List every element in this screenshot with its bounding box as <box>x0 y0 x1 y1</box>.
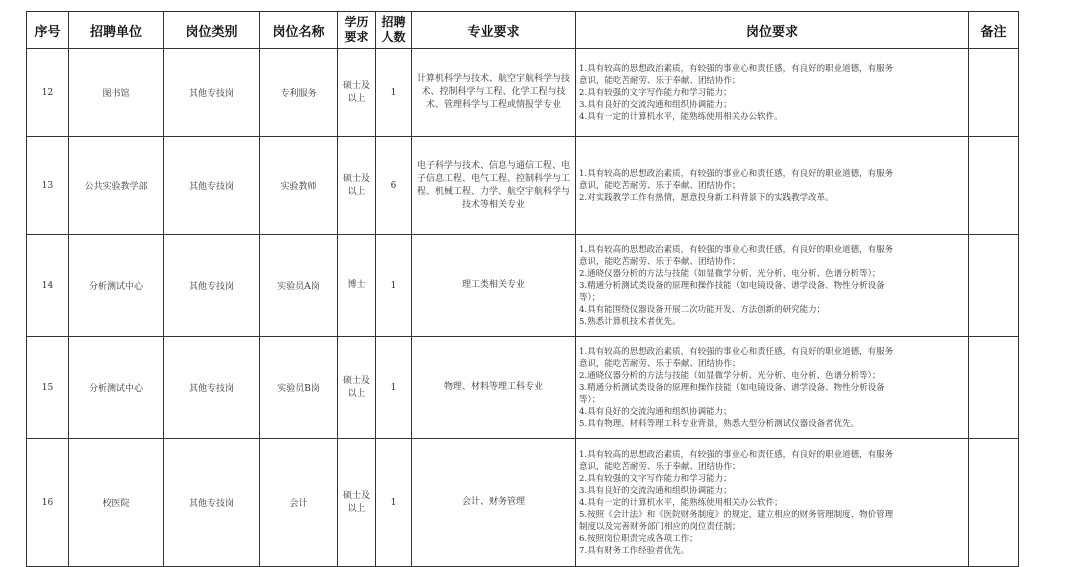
cell-seq: 14 <box>27 235 69 337</box>
cell-seq: 16 <box>27 439 69 567</box>
cell-major <box>412 137 576 235</box>
table-header-row <box>27 12 1019 49</box>
header-count <box>376 12 412 49</box>
requirement-line: 3.具有良好的交流沟通和组织协调能力； <box>579 99 732 110</box>
cell-education-line2: 以上 <box>347 93 366 104</box>
requirement-line: 1.具有较高的思想政治素质，有较强的事业心和责任感，有良好的职业道德，有服务 <box>579 449 894 460</box>
cell-seq: 13 <box>27 137 69 235</box>
job-requirements-table <box>26 11 1019 567</box>
requirement-line: 2.具有较强的文字写作能力和学习能力； <box>579 473 732 484</box>
header-count-line1: 招聘 <box>381 15 406 29</box>
header-requirements: 岗位要求 <box>576 12 969 49</box>
cell-education-line2: 以上 <box>347 503 366 514</box>
cell-major-text: 物理、材料等理工科专业 <box>443 382 543 392</box>
header-category: 岗位类别 <box>164 12 260 49</box>
cell-count: 1 <box>376 439 412 567</box>
requirement-line: 7.具有财务工作经验者优先。 <box>579 545 690 556</box>
table-row <box>27 439 1019 567</box>
cell-unit: 公共实验教学部 <box>69 137 164 235</box>
cell-education-line2: 以上 <box>347 388 366 399</box>
cell-seq: 15 <box>27 337 69 439</box>
cell-major-text: 会计、财务管理 <box>461 497 525 507</box>
cell-category: 其他专技岗 <box>164 235 260 337</box>
requirement-line: 2.通晓仪器分析的方法与技能（如显微学分析、光分析、电分析、色谱分析等）； <box>579 370 881 381</box>
requirement-line: 2.通晓仪器分析的方法与技能（如显微学分析、光分析、电分析、色谱分析等）； <box>579 268 881 279</box>
cell-major <box>412 49 576 137</box>
requirement-line: 2.具有较强的文字写作能力和学习能力； <box>579 87 732 98</box>
cell-major <box>412 439 576 567</box>
cell-title: 实验教师 <box>260 137 338 235</box>
cell-education-line1: 硕士及 <box>342 80 370 91</box>
cell-unit: 分析测试中心 <box>69 337 164 439</box>
cell-category: 其他专技岗 <box>164 337 260 439</box>
cell-requirements <box>576 137 969 235</box>
header-seq: 序号 <box>27 12 69 49</box>
header-education-line1: 学历 <box>344 15 369 29</box>
cell-education-line1: 硕士及 <box>342 375 370 386</box>
requirement-line: 5.熟悉计算机技术者优先。 <box>579 316 681 327</box>
cell-unit: 校医院 <box>69 439 164 567</box>
cell-requirements <box>576 439 969 567</box>
header-notes: 备注 <box>969 12 1019 49</box>
requirement-line: 意识，能吃苦耐劳、乐于奉献、团结协作； <box>579 180 741 191</box>
cell-notes <box>969 337 1019 439</box>
table-row <box>27 337 1019 439</box>
cell-major <box>412 337 576 439</box>
requirement-line: 1.具有较高的思想政治素质，有较强的事业心和责任感，有良好的职业道德，有服务 <box>579 346 894 357</box>
cell-notes <box>969 235 1019 337</box>
job-table-wrapper <box>26 11 1019 567</box>
cell-count: 1 <box>376 337 412 439</box>
requirement-line: 4.具有一定的计算机水平，能熟练使用相关办公软件； <box>579 497 783 508</box>
cell-count: 6 <box>376 137 412 235</box>
cell-education <box>338 439 376 567</box>
cell-title: 会计 <box>260 439 338 567</box>
cell-education <box>338 49 376 137</box>
requirement-line: 意识，能吃苦耐劳、乐于奉献、团结协作； <box>579 75 741 86</box>
requirement-line: 意识，能吃苦耐劳、乐于奉献、团结协作； <box>579 461 741 472</box>
requirement-line: 制度以及完善财务部门相应的岗位责任制； <box>579 521 741 532</box>
cell-count: 1 <box>376 49 412 137</box>
cell-education <box>338 137 376 235</box>
cell-notes <box>969 439 1019 567</box>
header-count-line2: 人数 <box>381 30 406 44</box>
requirement-line: 3.精通分析测试类设备的原理和操作技能（如电镜设备、谱学设备、物性分析设备 <box>579 280 885 291</box>
cell-title: 专利服务 <box>260 49 338 137</box>
requirement-line: 5.按照《会计法》和《医院财务制度》的规定，建立相应的财务管理制度、物价管理 <box>579 509 894 520</box>
requirement-line: 4.具有一定的计算机水平，能熟练使用相关办公软件。 <box>579 111 783 122</box>
cell-education-line2: 以上 <box>347 186 366 197</box>
requirement-line: 等）； <box>579 292 601 303</box>
requirement-line: 等）； <box>579 394 601 405</box>
requirement-line: 意识，能吃苦耐劳、乐于奉献、团结协作； <box>579 256 741 267</box>
cell-major-text: 理工类相关专业 <box>461 280 525 290</box>
cell-major <box>412 235 576 337</box>
requirement-line: 4.具有能围绕仪器设备开展二次功能开发、方法创新的研究能力； <box>579 304 826 315</box>
table-row <box>27 137 1019 235</box>
cell-education-line1: 硕士及 <box>342 173 370 184</box>
header-title: 岗位名称 <box>260 12 338 49</box>
header-major: 专业要求 <box>412 12 576 49</box>
table-row <box>27 235 1019 337</box>
cell-education-line1: 博士 <box>347 280 366 290</box>
cell-title: 实验员A岗 <box>260 235 338 337</box>
header-education-line2: 要求 <box>344 30 369 44</box>
cell-education-line1: 硕士及 <box>342 490 370 501</box>
cell-count: 1 <box>376 235 412 337</box>
requirement-line: 1.具有较高的思想政治素质，有较强的事业心和责任感，有良好的职业道德，有服务 <box>579 168 894 179</box>
cell-title: 实验员B岗 <box>260 337 338 439</box>
requirement-line: 1.具有较高的思想政治素质，有较强的事业心和责任感，有良好的职业道德，有服务 <box>579 244 894 255</box>
cell-notes <box>969 137 1019 235</box>
cell-education <box>338 337 376 439</box>
requirement-line: 1.具有较高的思想政治素质，有较强的事业心和责任感，有良好的职业道德，有服务 <box>579 63 894 74</box>
cell-education <box>338 235 376 337</box>
requirement-line: 3.精通分析测试类设备的原理和操作技能（如电镜设备、谱学设备、物性分析设备 <box>579 382 885 393</box>
cell-requirements <box>576 49 969 137</box>
cell-unit: 分析测试中心 <box>69 235 164 337</box>
requirement-line: 5.具有物理、材料等理工科专业背景，熟悉大型分析测试仪器设备者优先。 <box>579 418 860 429</box>
requirement-line: 3.具有良好的交流沟通和组织协调能力； <box>579 485 732 496</box>
cell-major-text: 电子科学与技术、信息与通信工程、电子信息工程、电气工程、控制科学与工程、机械工程、力学、航空宇航科学与技术等相关专业 <box>416 160 570 210</box>
requirement-line: 4.具有良好的交流沟通和组织协调能力； <box>579 406 732 417</box>
cell-seq: 12 <box>27 49 69 137</box>
cell-requirements <box>576 235 969 337</box>
requirement-line: 2.对实践教学工作有热情，愿意投身新工科背景下的实践教学改革。 <box>579 192 834 203</box>
cell-category: 其他专技岗 <box>164 439 260 567</box>
table-row <box>27 49 1019 137</box>
header-education <box>338 12 376 49</box>
requirement-line: 意识，能吃苦耐劳、乐于奉献、团结协作； <box>579 358 741 369</box>
cell-unit: 图书馆 <box>69 49 164 137</box>
cell-notes <box>969 49 1019 137</box>
cell-category: 其他专技岗 <box>164 49 260 137</box>
cell-category: 其他专技岗 <box>164 137 260 235</box>
requirement-line: 6.按照岗位职责完成各项工作； <box>579 533 698 544</box>
cell-major-text: 计算机科学与技术、航空宇航科学与技术、控制科学与工程、化学工程与技术、管理科学与工程或情报学专业 <box>416 74 570 110</box>
header-unit: 招聘单位 <box>69 12 164 49</box>
cell-requirements <box>576 337 969 439</box>
